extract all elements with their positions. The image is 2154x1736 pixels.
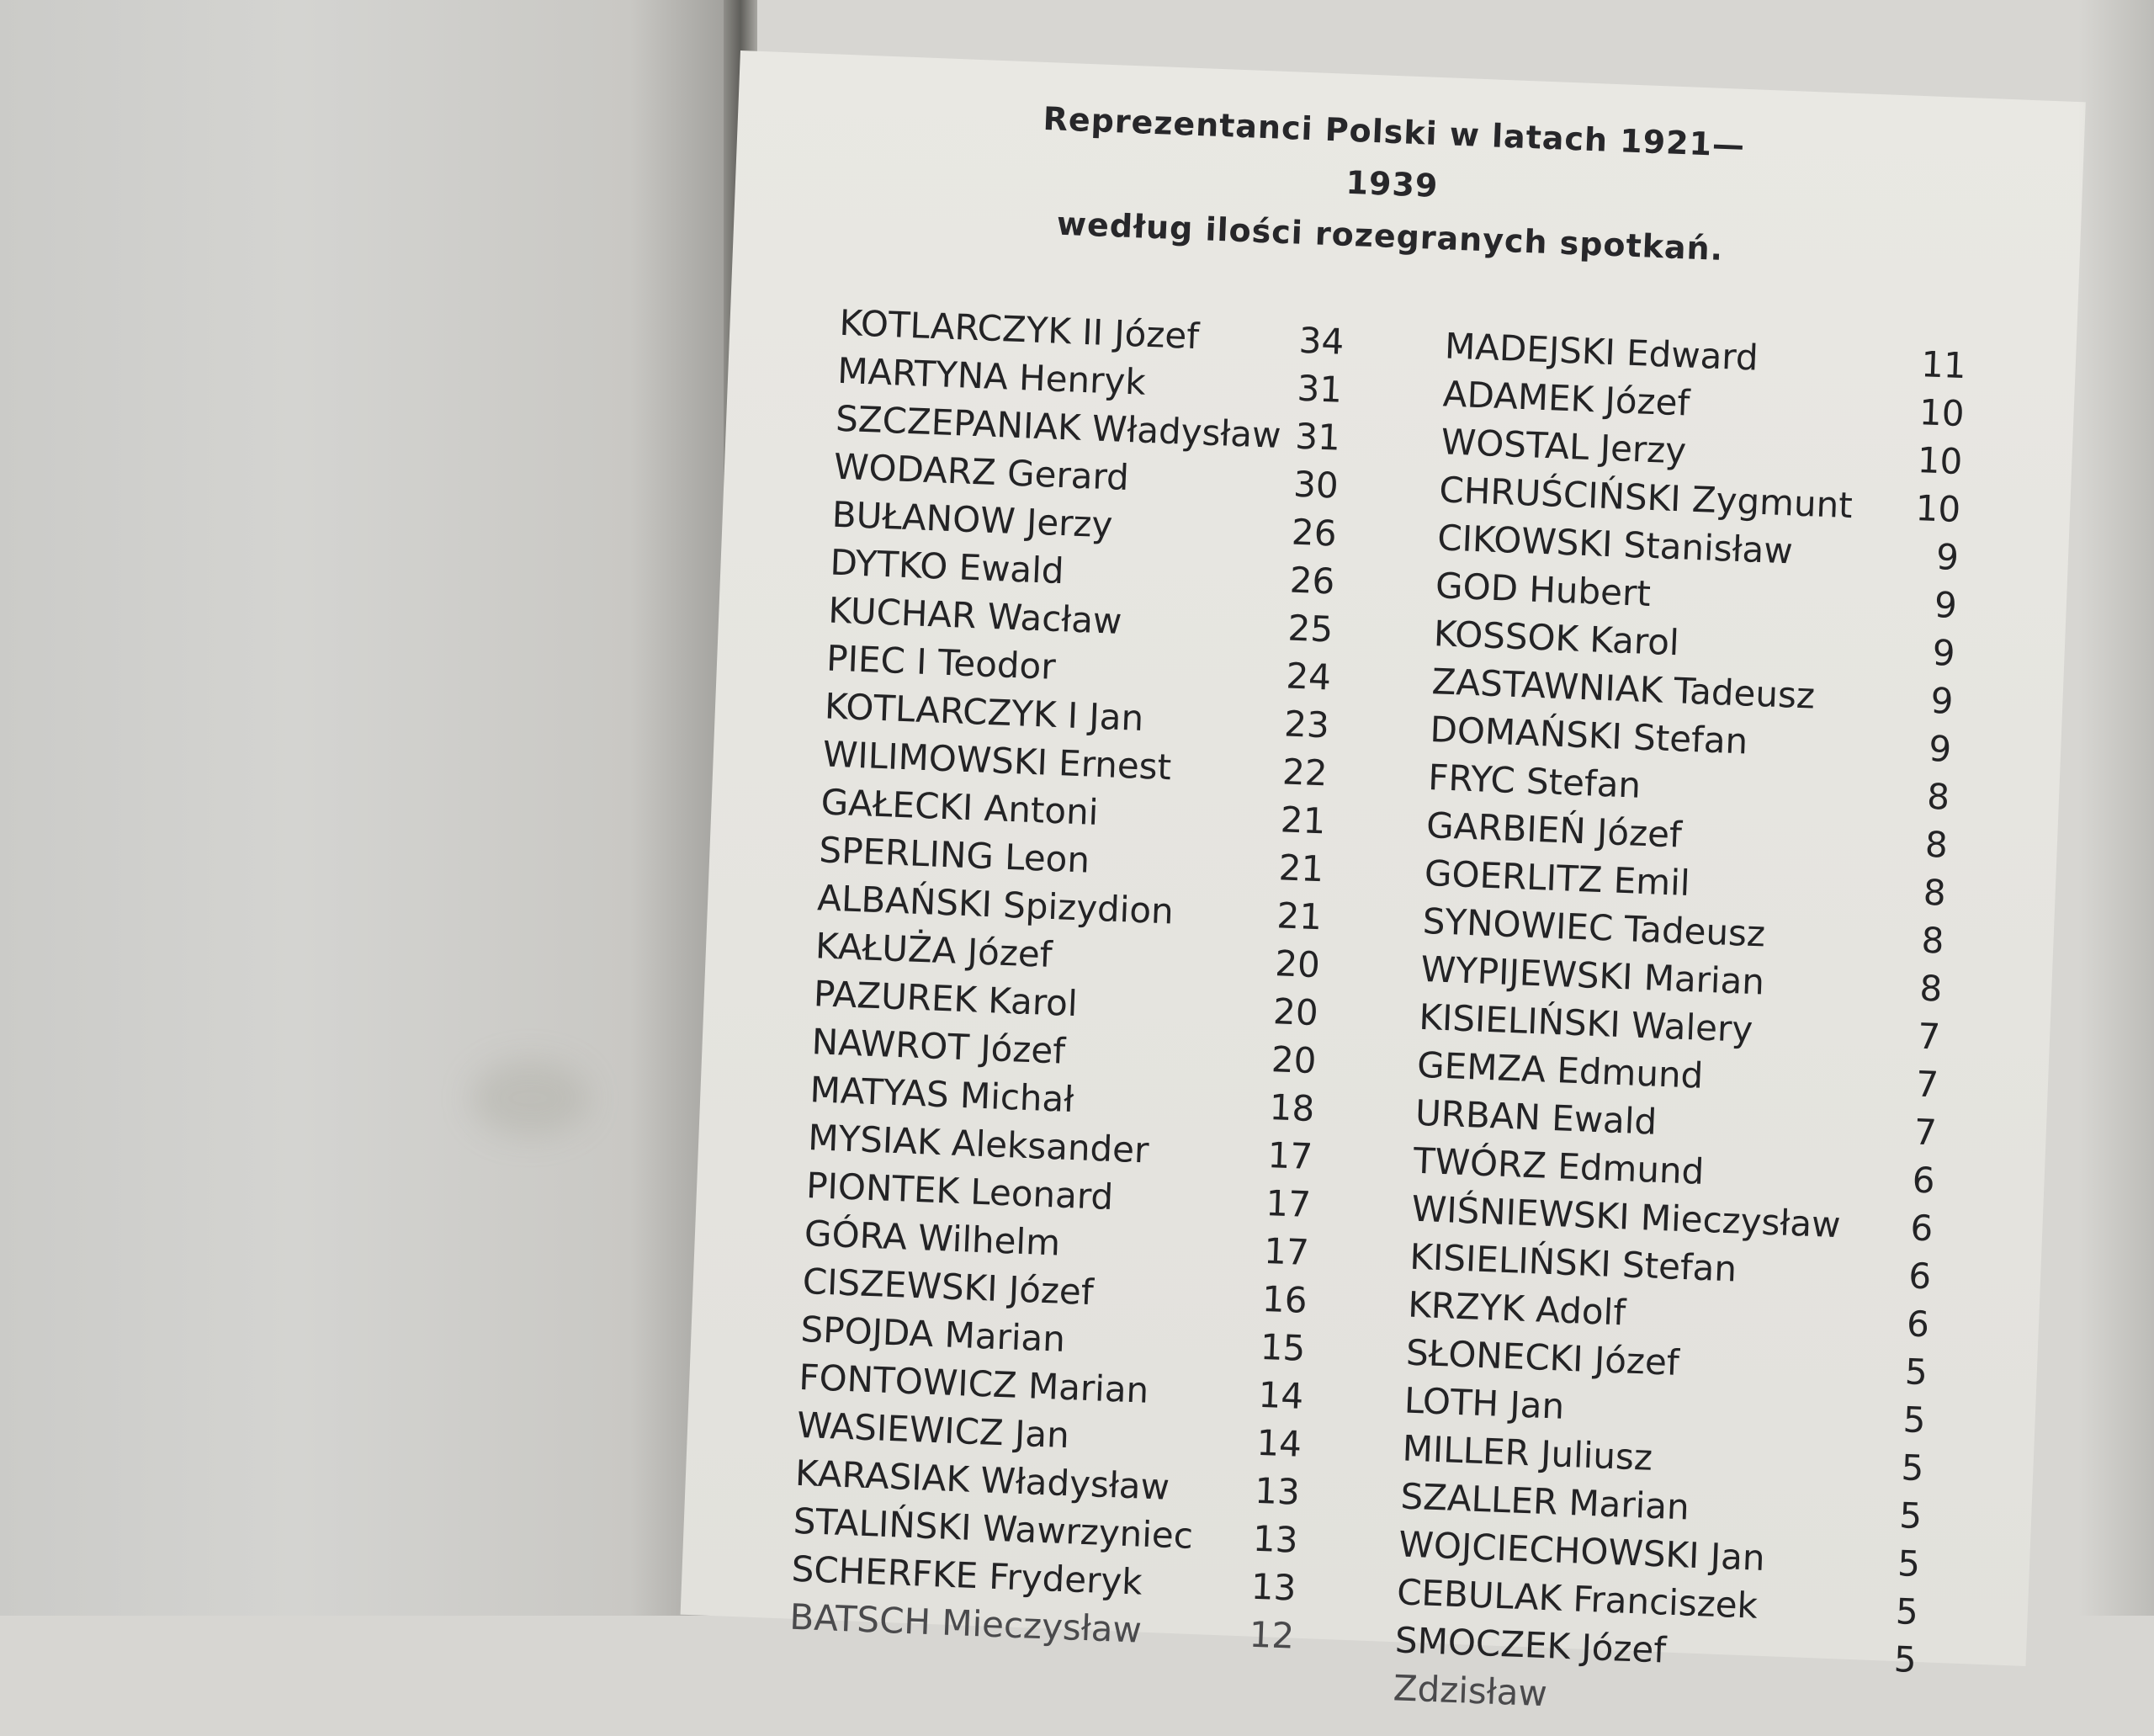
player-name: SZALLER Marian <box>1399 1475 1690 1528</box>
games-count: 5 <box>1895 1590 1919 1633</box>
player-name: Zdzisław <box>1392 1667 1548 1715</box>
player-name: LOTH Jan <box>1403 1379 1566 1427</box>
games-count: 13 <box>1249 1565 1297 1609</box>
games-count: 6 <box>1911 1159 1936 1202</box>
games-count: 11 <box>1920 343 1967 387</box>
player-name: GOD Hubert <box>1435 565 1652 614</box>
player-name: FONTOWICZ Marian <box>798 1356 1150 1411</box>
player-name: KOSSOK Karol <box>1433 613 1680 664</box>
games-count: 5 <box>1900 1447 1925 1489</box>
games-count: 20 <box>1274 942 1321 986</box>
games-count: 10 <box>1916 439 1964 483</box>
player-name: ALBAŃSKI Spizydion <box>816 877 1175 932</box>
games-count: 26 <box>1291 511 1338 555</box>
games-count: 23 <box>1283 703 1330 746</box>
page-edge-shadow <box>2078 0 2154 1616</box>
player-name: PIEC I Teodor <box>825 637 1057 687</box>
games-count: 21 <box>1280 799 1327 842</box>
games-count: 7 <box>1917 1015 1941 1058</box>
games-count: 15 <box>1259 1325 1307 1369</box>
games-count: 14 <box>1255 1421 1302 1465</box>
player-name: SPERLING Leon <box>818 829 1090 881</box>
player-name: SŁONECKI Józef <box>1405 1331 1680 1383</box>
title-line-1: Reprezentanci Polski w latach 1921—1939 <box>1042 99 1746 204</box>
games-count: 13 <box>1254 1469 1301 1513</box>
player-name: GAŁECKI Antoni <box>820 781 1100 833</box>
games-count: 31 <box>1296 367 1343 411</box>
games-count: 7 <box>1915 1063 1939 1106</box>
player-name: URBAN Ewald <box>1414 1091 1658 1143</box>
games-count: 5 <box>1892 1638 1918 1681</box>
player-name: MADEJSKI Edward <box>1444 325 1759 379</box>
player-name: NAWROT Józef <box>810 1021 1066 1072</box>
player-name: GARBIEŃ Józef <box>1425 804 1683 856</box>
left-player-list <box>789 299 1345 1660</box>
player-name: GÓRA Wilhelm <box>804 1212 1061 1264</box>
player-name: KRZYK Adolf <box>1407 1283 1626 1334</box>
player-name: SPOJDA Marian <box>799 1308 1066 1360</box>
player-name: SCHERFKE Fryderyk <box>790 1548 1143 1603</box>
player-name: BATSCH Mieczysław <box>788 1595 1143 1651</box>
games-count: 30 <box>1292 463 1340 507</box>
player-name: KISIELIŃSKI Stefan <box>1409 1235 1738 1290</box>
player-name: GEMZA Edmund <box>1416 1043 1705 1096</box>
games-count: 17 <box>1265 1181 1312 1226</box>
player-name: WYPIJEWSKI Marian <box>1419 948 1765 1003</box>
player-name: CISZEWSKI Józef <box>801 1260 1095 1314</box>
player-name: WASIEWICZ Jan <box>796 1404 1070 1457</box>
player-name: CIKOWSKI Stanisław <box>1436 517 1794 572</box>
games-count: 17 <box>1263 1229 1310 1273</box>
games-count: 10 <box>1914 487 1962 531</box>
player-name: MARTYNA Henryk <box>836 349 1147 403</box>
games-count: 5 <box>1904 1351 1929 1394</box>
player-name: DYTKO Ewald <box>829 541 1065 592</box>
player-name: ZASTAWNIAK Tadeusz <box>1430 661 1816 717</box>
player-name: PAZUREK Karol <box>813 973 1079 1025</box>
games-count: 8 <box>1918 967 1944 1010</box>
player-name: SMOCZEK Józef <box>1394 1619 1668 1671</box>
player-name: MATYAS Michał <box>809 1069 1075 1121</box>
games-count: 5 <box>1897 1542 1921 1585</box>
games-count: 21 <box>1276 895 1323 938</box>
games-count: 9 <box>1935 536 1960 579</box>
page-title <box>1019 92 1764 277</box>
player-name: BUŁANOW Jerzy <box>830 493 1114 546</box>
player-name: CHRUŚCIŃSKI Zygmunt <box>1438 469 1854 527</box>
games-count: 17 <box>1266 1134 1313 1178</box>
player-name: KARASIAK Władysław <box>794 1452 1170 1508</box>
games-count: 10 <box>1918 391 1966 435</box>
games-count: 6 <box>1907 1255 1933 1298</box>
right-player-list <box>1393 321 1967 1732</box>
games-count: 13 <box>1252 1517 1299 1561</box>
games-count: 9 <box>1928 727 1953 770</box>
player-name: WODARZ Gerard <box>833 445 1130 499</box>
games-count: 20 <box>1272 990 1319 1034</box>
player-name: KOTLARCZYK I Jan <box>824 685 1145 739</box>
player-name: KISIELIŃSKI Walery <box>1418 995 1754 1051</box>
games-count: 8 <box>1922 871 1947 914</box>
player-name: KOTLARCZYK II Józef <box>838 301 1200 358</box>
games-count: 9 <box>1931 631 1956 674</box>
games-count: 5 <box>1898 1494 1923 1537</box>
right-printed-page <box>681 50 2086 1715</box>
player-name: SZCZEPANIAK Władysław <box>835 397 1282 456</box>
games-count: 7 <box>1913 1111 1938 1154</box>
left-blank-page <box>0 0 740 1616</box>
games-count: 9 <box>1934 583 1958 626</box>
player-name: FRYC Stefan <box>1427 757 1642 806</box>
player-name: KAŁUŻA Józef <box>814 925 1053 975</box>
player-name: STALIŃSKI Wawrzyniec <box>793 1500 1194 1557</box>
games-count: 21 <box>1277 847 1325 890</box>
player-name: KUCHAR Wacław <box>827 589 1123 642</box>
games-count: 8 <box>1926 775 1950 818</box>
games-count: 34 <box>1297 319 1345 363</box>
games-count: 22 <box>1281 751 1329 794</box>
player-name: TWÓRZ Edmund <box>1413 1139 1706 1192</box>
games-count: 18 <box>1268 1086 1316 1130</box>
games-count: 9 <box>1929 679 1955 722</box>
player-name: WIŚNIEWSKI Mieczysław <box>1410 1187 1842 1246</box>
player-name: SYNOWIEC Tadeusz <box>1421 900 1766 955</box>
games-count: 14 <box>1257 1373 1305 1417</box>
player-name: WILIMOWSKI Ernest <box>822 733 1172 788</box>
player-name: DOMAŃSKI Stefan <box>1429 709 1749 762</box>
games-count: 6 <box>1906 1303 1930 1346</box>
games-count: 20 <box>1271 1038 1318 1082</box>
player-name: CEBULAK Franciszek <box>1396 1571 1759 1627</box>
games-count: 8 <box>1924 823 1949 866</box>
player-name: MILLER Juliusz <box>1401 1427 1653 1479</box>
player-name: MYSIAK Aleksander <box>807 1117 1150 1171</box>
page-stain <box>471 1060 589 1136</box>
games-count: 26 <box>1288 559 1336 603</box>
player-name: PIONTEK Leonard <box>805 1165 1114 1218</box>
player-name: WOSTAL Jerzy <box>1440 421 1688 472</box>
games-count: 25 <box>1287 607 1334 650</box>
player-name: WOJCIECHOWSKI Jan <box>1398 1523 1766 1579</box>
player-name: ADAMEK Józef <box>1442 373 1691 424</box>
games-count: 16 <box>1261 1277 1308 1321</box>
player-name: GOERLITZ Emil <box>1424 852 1691 905</box>
games-count: 12 <box>1248 1613 1296 1657</box>
title-line-2: według ilości rozegranych spotkań. <box>1056 204 1724 268</box>
games-count: 6 <box>1909 1207 1934 1250</box>
games-count: 5 <box>1902 1399 1927 1441</box>
games-count: 31 <box>1294 415 1341 459</box>
games-count: 24 <box>1285 655 1332 698</box>
games-count: 8 <box>1920 919 1945 962</box>
